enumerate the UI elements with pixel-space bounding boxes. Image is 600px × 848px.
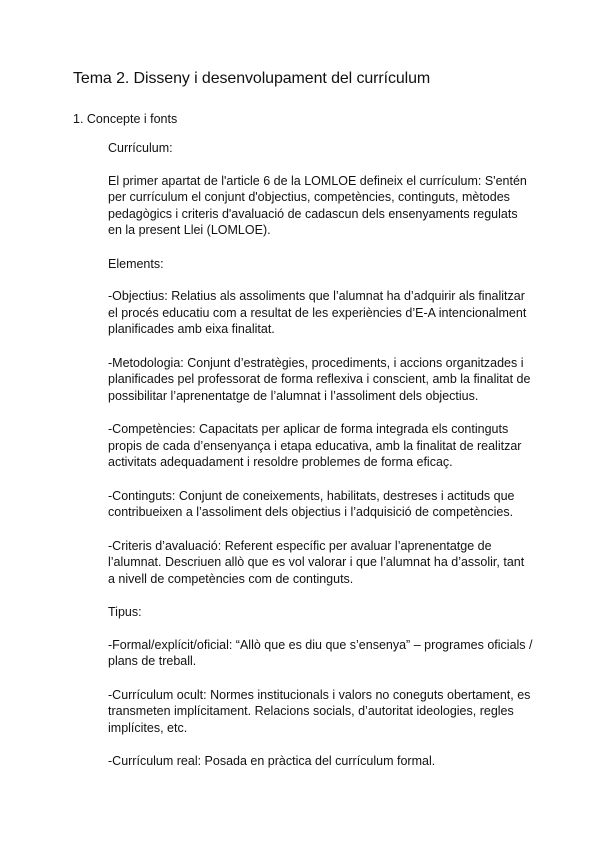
elements-label: Elements: (108, 256, 164, 271)
element-objectius: -Objectius: Relatius als assoliments que l’alumnat ha d’adquirir als finalitzar el procés educatiu com a resultat de les experiències d’E-A intencionalment planificades amb eixa finalitat. (108, 289, 527, 336)
document-title: Tema 2. Disseny i desenvolupament del currículum (73, 70, 431, 87)
section-heading: 1. Concepte i fonts (73, 112, 178, 126)
element-continguts: -Continguts: Conjunt de coneixements, habilitats, destreses i actituds que contribueixen a l’assoliment dels objectius i l’adquisició de competències. (108, 488, 515, 519)
type-curriculum-real: -Currículum real: Posada en pràctica del currículum formal. (108, 754, 436, 768)
type-formal: -Formal/explícit/oficial: “Allò que es diu que s’ensenya” – programes oficials / plans de treball. (108, 637, 533, 668)
document-body (108, 140, 533, 787)
element-metodologia: -Metodologia: Conjunt d’estratègies, procediments, i accions organitzades i planificades pel professorat de forma reflexiva i conscient, amb la finalitat de possibilitar l’aprenentatge de l’alumnat i l’assoliment dels objectius. (108, 355, 531, 403)
curriculum-label: Currículum: (108, 141, 173, 155)
curriculum-definition: El primer apartat de l'article 6 de la LOMLOE defineix el currículum: S'entén per currículum el conjunt d'objectius, competències, continguts, mètodes pedagògics i criteris d'avaluació de cadascun dels ensenyaments regulats en la present Llei (LOMLOE). (108, 173, 527, 237)
element-criteris-avaluacio: -Criteris d’avaluació: Referent específic per avaluar l’aprenentatge de l’alumnat. Descriuen allò que es vol valorar i que l’alumnat ha d’assolir, tant a nivell de competències com de continguts. (108, 538, 525, 586)
type-curriculum-ocult: -Currículum ocult: Normes institucionals i valors no coneguts obertament, es transmeten implícitament. Relacions socials, d’autoritat ideologies, regles implícites, etc. (108, 687, 531, 735)
element-competencies: -Competències: Capacitats per aplicar de forma integrada els continguts propis de cada d’ensenyança i etapa educativa, amb la finalitat de realitzar activitats adequadament i resoldre problemes de forma eficaç. (108, 422, 522, 469)
types-label: Tipus: (108, 605, 142, 619)
